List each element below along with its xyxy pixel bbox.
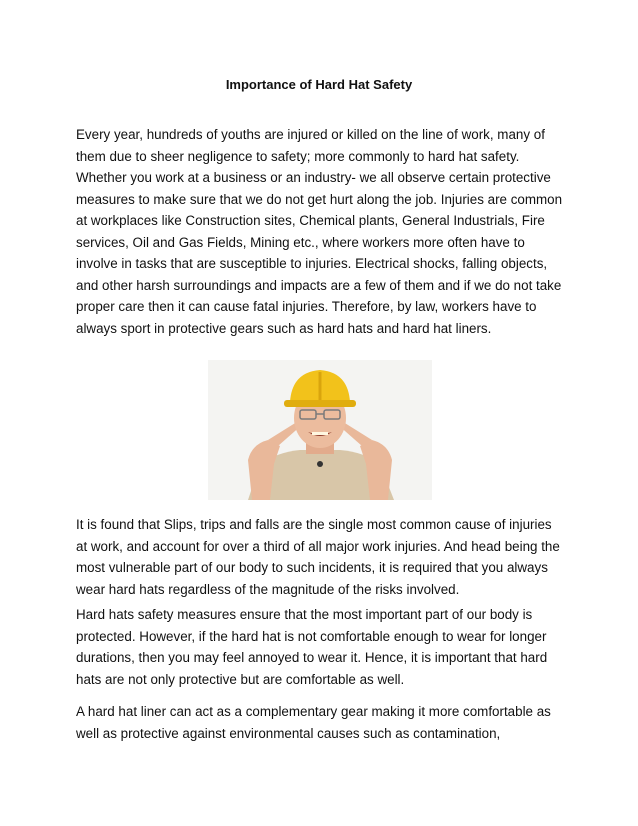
document-title: Importance of Hard Hat Safety — [225, 77, 413, 92]
hard-hat-worker-illustration — [208, 360, 432, 500]
paragraph-intro: Every year, hundreds of youths are injured or killed on the line of work, many of them due to sheer negligence to safety; more commonly to hard hat safety. Whether you work at a business or an industry- we all observe certain protective measures to make sure that we do not get hurt along the job. Injuries are common at workplaces like Construction sites, Chemical plants, General Industrials, Fire services, Oil and Gas Fields, Mining etc., where workers more often have to involve in tasks that are susceptible to injuries. Electrical shocks, falling objects, and other harsh surroundings and impacts are a few of them and if we do not take proper care then it can cause fatal injuries. Therefore, by law, workers have to always sport in protective gears such as hard hats and hard hat liners. — [76, 127, 563, 336]
paragraph-slips-trips: It is found that Slips, trips and falls are the single most common cause of injuries at work, and account for over a third of all major work injuries. And head being the most vulnerable part of our body to such incidents, it is required that you always wear hard hats regardless of the magnitude of the risks involved. — [76, 517, 560, 597]
hard-hat-worker-photo — [208, 360, 432, 500]
paragraph-liner: A hard hat liner can act as a complementary gear making it more comfortable as well as protective against environmental causes such as contamination, — [76, 704, 551, 741]
paragraph-comfort: Hard hats safety measures ensure that the most important part of our body is protected. However, if the hard hat is not comfortable enough to wear for longer durations, then you may feel annoyed to wear it. Hence, it is important that hard hats are not only protective but are comfortable as well. — [76, 607, 548, 687]
